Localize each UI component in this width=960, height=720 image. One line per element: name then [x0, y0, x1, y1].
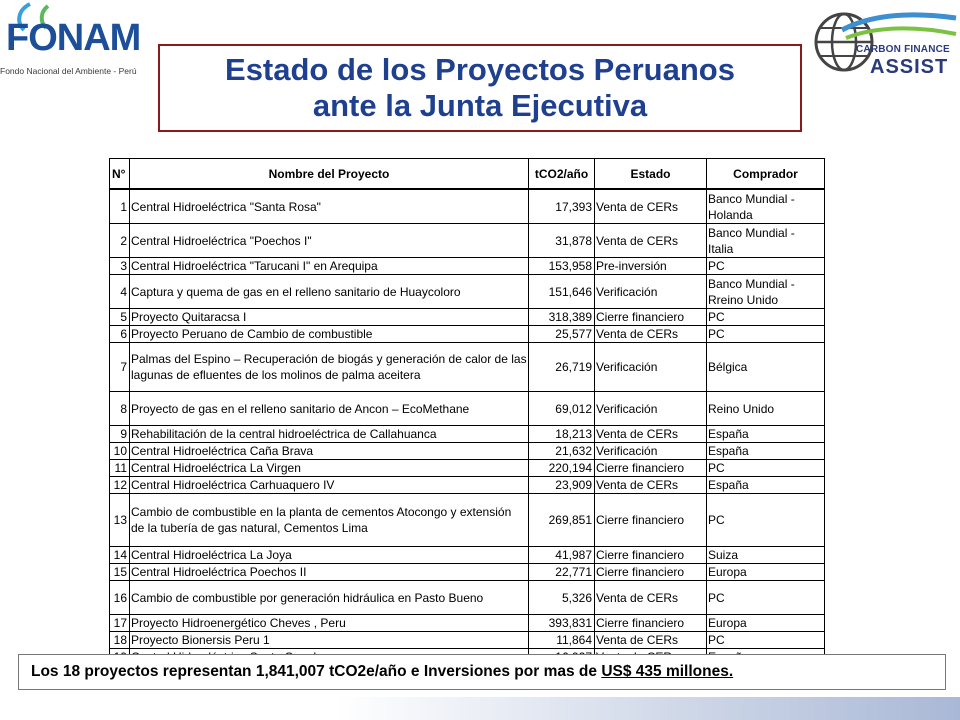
project-status: Venta de CERs	[594, 326, 706, 343]
buyer: Europa	[706, 615, 825, 632]
row-number: 5	[109, 309, 129, 326]
project-name: Proyecto de gas en el relleno sanitario de Ancon – EcoMethane	[129, 392, 528, 426]
project-name: Proyecto Peruano de Cambio de combustible	[129, 326, 528, 343]
table-row	[109, 632, 825, 649]
tco2-value: 21,632	[528, 443, 594, 460]
projects-table	[109, 158, 825, 666]
project-name: Captura y quema de gas en el relleno sanitario de Huaycoloro	[129, 275, 528, 309]
project-status: Cierre financiero	[594, 460, 706, 477]
table-row	[109, 460, 825, 477]
buyer: España	[706, 477, 825, 494]
table-row	[109, 426, 825, 443]
project-name: Cambio de combustible en la planta de cementos Atocongo y extensión de la tubería de gas natural, Cementos Lima	[129, 494, 528, 547]
table-row	[109, 477, 825, 494]
table-row	[109, 443, 825, 460]
project-status: Verificación	[594, 443, 706, 460]
tco2-value: 269,851	[528, 494, 594, 547]
tco2-value: 151,646	[528, 275, 594, 309]
tco2-value: 393,831	[528, 615, 594, 632]
tco2-value: 25,577	[528, 326, 594, 343]
table-row	[109, 581, 825, 615]
project-name: Central Hidroeléctrica Carhuaquero IV	[129, 477, 528, 494]
fonam-subtitle: Fondo Nacional del Ambiente - Perú	[0, 66, 137, 76]
buyer: Banco Mundial - Holanda	[706, 189, 825, 224]
project-name: Palmas del Espino – Recuperación de biogás y generación de calor de las lagunas de efluentes de los molinos de palma aceitera	[129, 343, 528, 392]
header-tco2: tCO2/año	[528, 158, 594, 189]
table-row	[109, 309, 825, 326]
row-number: 7	[109, 343, 129, 392]
table-row	[109, 615, 825, 632]
project-name: Central Hidroeléctrica "Poechos I"	[129, 224, 528, 258]
project-name: Central Hidroeléctrica La Joya	[129, 547, 528, 564]
summary-footer	[18, 654, 946, 690]
project-status: Venta de CERs	[594, 189, 706, 224]
row-number: 3	[109, 258, 129, 275]
row-number: 12	[109, 477, 129, 494]
carbon-finance-assist-logo	[812, 4, 958, 80]
row-number: 9	[109, 426, 129, 443]
buyer: España	[706, 426, 825, 443]
buyer: PC	[706, 258, 825, 275]
buyer: PC	[706, 581, 825, 615]
bottom-gradient-bar	[0, 697, 960, 720]
buyer: Banco Mundial - Rreino Unido	[706, 275, 825, 309]
row-number: 4	[109, 275, 129, 309]
buyer: España	[706, 443, 825, 460]
cfa-line-2: ASSIST	[870, 56, 949, 78]
buyer: PC	[706, 460, 825, 477]
buyer: PC	[706, 632, 825, 649]
title-line-2: ante la Junta Ejecutiva	[312, 88, 648, 123]
tco2-value: 153,958	[528, 258, 594, 275]
buyer: PC	[706, 309, 825, 326]
project-name: Proyecto Hidroenergético Cheves , Peru	[129, 615, 528, 632]
project-status: Pre-inversión	[594, 258, 706, 275]
project-status: Cierre financiero	[594, 615, 706, 632]
table-row	[109, 343, 825, 392]
table-row	[109, 258, 825, 275]
project-status: Cierre financiero	[594, 547, 706, 564]
tco2-value: 31,878	[528, 224, 594, 258]
row-number: 11	[109, 460, 129, 477]
buyer: Bélgica	[706, 343, 825, 392]
slide-title	[158, 44, 802, 132]
tco2-value: 41,987	[528, 547, 594, 564]
row-number: 16	[109, 581, 129, 615]
project-status: Venta de CERs	[594, 477, 706, 494]
tco2-value: 26,719	[528, 343, 594, 392]
tco2-value: 5,326	[528, 581, 594, 615]
project-status: Venta de CERs	[594, 632, 706, 649]
cfa-line-1: CARBON FINANCE	[856, 44, 950, 55]
project-status: Venta de CERs	[594, 581, 706, 615]
project-name: Central Hidroeléctrica "Santa Rosa"	[129, 189, 528, 224]
project-name: Central Hidroeléctrica "Tarucani I" en Arequipa	[129, 258, 528, 275]
project-status: Cierre financiero	[594, 494, 706, 547]
title-line-1: Estado de los Proyectos Peruanos	[225, 52, 735, 87]
tco2-value: 318,389	[528, 309, 594, 326]
table-row	[109, 326, 825, 343]
tco2-value: 18,213	[528, 426, 594, 443]
project-name: Proyecto Bionersis Peru 1	[129, 632, 528, 649]
project-status: Venta de CERs	[594, 224, 706, 258]
header-name: Nombre del Proyecto	[129, 158, 528, 189]
header-estado: Estado	[594, 158, 706, 189]
row-number: 6	[109, 326, 129, 343]
row-number: 14	[109, 547, 129, 564]
tco2-value: 69,012	[528, 392, 594, 426]
tco2-value: 23,909	[528, 477, 594, 494]
table-row	[109, 189, 825, 224]
footer-text: Los 18 proyectos representan 1,841,007 tCO2e/año e Inversiones por mas de	[31, 663, 602, 680]
buyer: Banco Mundial - Italia	[706, 224, 825, 258]
table-row	[109, 224, 825, 258]
tco2-value: 220,194	[528, 460, 594, 477]
row-number: 15	[109, 564, 129, 581]
row-number: 8	[109, 392, 129, 426]
table-row	[109, 275, 825, 309]
project-status: Cierre financiero	[594, 564, 706, 581]
project-name: Central Hidroeléctrica Poechos II	[129, 564, 528, 581]
buyer: Suiza	[706, 547, 825, 564]
row-number: 1	[109, 189, 129, 224]
table-row	[109, 547, 825, 564]
table-header-row	[109, 158, 825, 189]
tco2-value: 11,864	[528, 632, 594, 649]
tco2-value: 22,771	[528, 564, 594, 581]
buyer: Europa	[706, 564, 825, 581]
fonam-wordmark: FONAM	[6, 17, 141, 59]
row-number: 18	[109, 632, 129, 649]
project-name: Cambio de combustible por generación hidráulica en Pasto Bueno	[129, 581, 528, 615]
row-number: 13	[109, 494, 129, 547]
tco2-value: 17,393	[528, 189, 594, 224]
header-comprador: Comprador	[706, 158, 825, 189]
header-number: N°	[109, 158, 129, 189]
row-number: 17	[109, 615, 129, 632]
footer-amount: US$ 435 millones.	[601, 663, 734, 680]
project-status: Verificación	[594, 343, 706, 392]
buyer: PC	[706, 326, 825, 343]
table-row	[109, 494, 825, 547]
buyer: Reino Unido	[706, 392, 825, 426]
project-name: Rehabilitación de la central hidroeléctrica de Callahuanca	[129, 426, 528, 443]
project-status: Verificación	[594, 392, 706, 426]
table-row	[109, 564, 825, 581]
project-name: Central Hidroeléctrica Caña Brava	[129, 443, 528, 460]
buyer: PC	[706, 494, 825, 547]
project-status: Verificación	[594, 275, 706, 309]
project-status: Cierre financiero	[594, 309, 706, 326]
row-number: 10	[109, 443, 129, 460]
project-name: Central Hidroeléctrica La Virgen	[129, 460, 528, 477]
table-row	[109, 392, 825, 426]
fonam-logo	[0, 0, 150, 82]
project-name: Proyecto Quitaracsa I	[129, 309, 528, 326]
project-status: Venta de CERs	[594, 426, 706, 443]
row-number: 2	[109, 224, 129, 258]
